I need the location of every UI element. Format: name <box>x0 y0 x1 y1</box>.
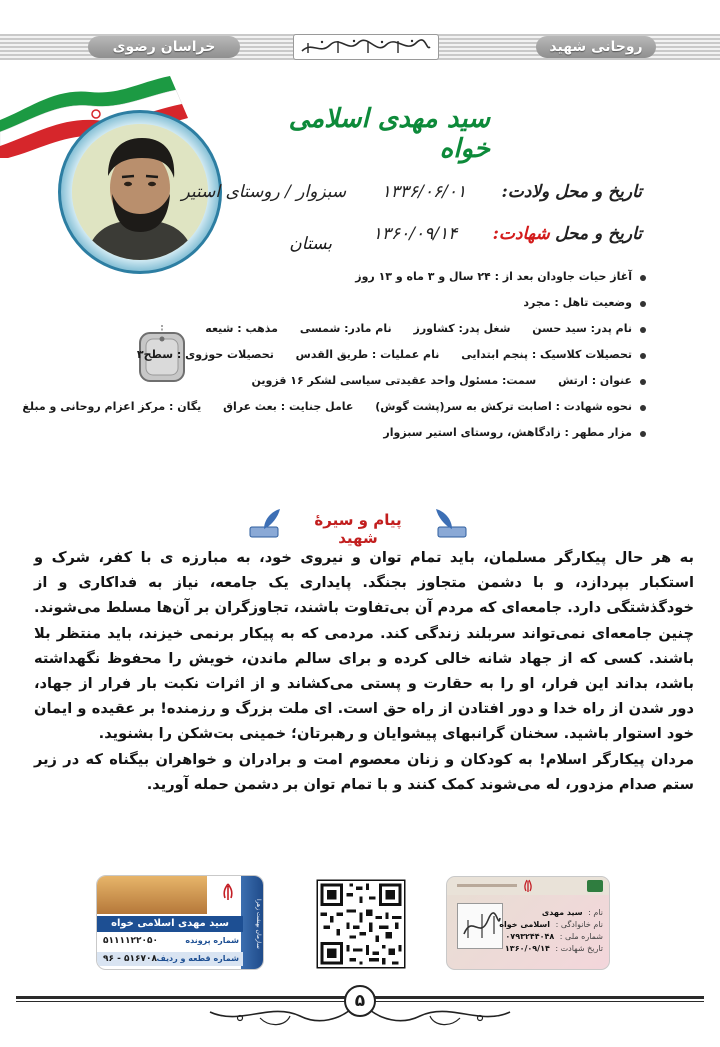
info-row-marital <box>226 290 646 316</box>
calligraphy-emblem <box>293 34 439 60</box>
military-unit: یگان : مرکز اعزام روحانی و مبلغ <box>22 400 202 413</box>
bullet-icon <box>640 275 646 281</box>
birth-label: تاریخ و محل ولادت: <box>501 182 642 202</box>
first-name-row <box>503 907 603 919</box>
info-row-martyrdom <box>22 394 646 420</box>
quill-icon <box>432 507 472 541</box>
calligraphy-icon <box>298 37 434 57</box>
national-id-label: شماره ملی : <box>559 932 603 941</box>
bullet-icon <box>640 405 646 411</box>
position-text: سمت: مسئول واحد عقیدتی سیاسی لشکر ۱۶ قزوین <box>251 374 537 387</box>
info-row-education <box>136 342 646 368</box>
martyr-record-card <box>96 875 264 970</box>
case-number: ۵۱۱۱۱۲۲۰۵۰ <box>103 936 158 946</box>
message-paragraph-2: مردان پیکارگر اسلام! به کودکان و زنان معصوم امت و برادران و خواهران بیگناه که در زیر ستم صدام مزدور، له می‌شوند کمک کنند و با تمام توان بر دشمن حمله آورید. <box>34 750 694 793</box>
tomb-text: مزار مطهر : زادگاهش، روستای استیر سبزوار <box>383 426 632 439</box>
iran-emblem-icon <box>217 882 239 904</box>
operation-name: نام عملیات : طریق القدس <box>295 348 440 361</box>
last-name-row <box>499 919 603 931</box>
card-side-strip <box>241 876 263 970</box>
marital-text: وضعیت تاهل : مجرد <box>523 296 632 309</box>
id-card-rows <box>499 907 603 955</box>
grave-number-row <box>97 952 243 966</box>
page-number: ۵ <box>344 985 376 1017</box>
info-row-title <box>226 368 646 394</box>
case-number-row <box>97 934 243 948</box>
bullet-icon <box>640 301 646 307</box>
national-id-value: ۰۷۹۳۲۴۴۰۴۸ <box>505 932 555 941</box>
title-text: عنوان : ارتش <box>558 374 632 387</box>
bullet-icon <box>640 379 646 385</box>
quill-icon <box>244 507 284 541</box>
seminary-education: تحصیلات حوزوی : سطح۳ <box>136 348 274 361</box>
national-id-row <box>503 931 603 943</box>
martyrdom-date-label: تاریخ شهادت : <box>555 944 603 953</box>
mother-name: نام مادر: شمسی <box>299 322 392 335</box>
bullet-icon <box>640 327 646 333</box>
header-bar <box>0 34 720 60</box>
martyrdom-label-a: تاریخ و محل <box>555 224 642 244</box>
first-name-label: نام : <box>588 908 603 917</box>
info-row-tomb <box>226 420 646 446</box>
info-row-lifespan <box>226 264 646 290</box>
classic-education: تحصیلات کلاسیک : پنجم ابتدایی <box>461 348 632 361</box>
grave-number: ۹۶ - ۵۱۶۷۰۸ <box>103 954 157 964</box>
card-header-icon <box>447 877 610 895</box>
religion: مذهب : شیعه <box>205 322 278 335</box>
card-name: سید مهدی اسلامی خواه <box>97 916 243 932</box>
birth-date: ۱۳۳۶/۰۶/۰۱ <box>381 182 467 202</box>
martyrdom-date-value: ۱۳۶۰/۰۹/۱۴ <box>504 944 550 953</box>
info-row-family <box>205 316 646 342</box>
case-label: شماره پرونده <box>185 936 239 945</box>
first-name-value: سید مهدی <box>541 908 583 917</box>
martyrdom-label-b: شهادت: <box>492 224 550 244</box>
father-job: شغل پدر: کشاورز <box>413 322 511 335</box>
martyrdom-cause: نحوه شهادت : اصابت ترکش به سر(پشت گوش) <box>375 400 632 413</box>
birth-place: سبزوار / روستای استیر <box>181 182 347 202</box>
province-label: خراسان رضوی <box>88 36 240 58</box>
series-label: روحانی شهید <box>536 36 656 58</box>
card-building-photo <box>97 876 207 914</box>
bullet-icon <box>640 353 646 359</box>
card-organization: سازمان بهشت زهرا <box>255 899 262 949</box>
message-body <box>34 545 694 797</box>
last-name-value: اسلامی خواه <box>499 920 551 929</box>
bullet-icon <box>640 431 646 437</box>
message-heading <box>244 505 472 547</box>
qr-code[interactable] <box>313 877 409 971</box>
message-title: پیام و سیرهٔ شهید <box>314 511 402 547</box>
martyr-name: سید مهدی اسلامی خواه <box>288 104 490 164</box>
info-list <box>22 264 646 446</box>
calligraphy-stamp <box>457 903 503 949</box>
father-name: نام پدر: سید حسن <box>532 322 632 335</box>
portrait-frame <box>58 110 222 330</box>
grave-label: شماره قطعه و ردیف <box>156 954 239 963</box>
lifespan-text: آغاز حیات جاودان بعد از : ۲۴ سال و ۳ ماه و ۱۳ روز <box>355 270 632 283</box>
martyrdom-line <box>373 224 642 244</box>
martyrdom-date: ۱۳۶۰/۰۹/۱۴ <box>372 224 458 244</box>
stamp-icon <box>458 904 504 950</box>
message-paragraph-1: به هر حال پیکارگر مسلمان، باید تمام توان و نیروی خود، به مبارزه ی با کفر، شرک و استکبار بپردازد، و با دشمن متجاوز بجنگد. پایداری یک جامعه، نیاز به فداکاری و از خودگذشتگی دارد. جامعه‌ای که مردم آن بی‌تفاوت باشند، تجاوزگران بر آن‌ها مسلط می‌شوند. چنین جامعه‌ای نمی‌تواند سربلند زندگی کند. مردمی که به پیکار برنمی خیزند، باید منتظر بلا باشند. کسی که از جهاد شانه خالی کرده و برای سالم ماندن، خویش را محفوظ نگهداشته باشد، بداند این فرار، او را به حقارت و پستی می‌کشاند و از اثرات نکبت بار فرار از جهاد، دور شدن از راه خدا و دور افتادن از راه حق است. ای ملت بزرگ و رزمنده! بر عقیده و ایمان خود استوار باشید. سخنان گرانبهای پیشوایان و رهبرتان؛ خمینی بت‌شکن را بشنوید. <box>34 549 694 743</box>
martyrdom-date-row <box>503 943 603 955</box>
martyr-id-card <box>446 876 610 970</box>
martyrdom-place: بستان <box>289 234 332 254</box>
crime-agent: عامل جنایت : بعث عراق <box>223 400 354 413</box>
last-name-label: نام خانوادگی : <box>555 920 603 929</box>
birth-line <box>181 182 642 202</box>
